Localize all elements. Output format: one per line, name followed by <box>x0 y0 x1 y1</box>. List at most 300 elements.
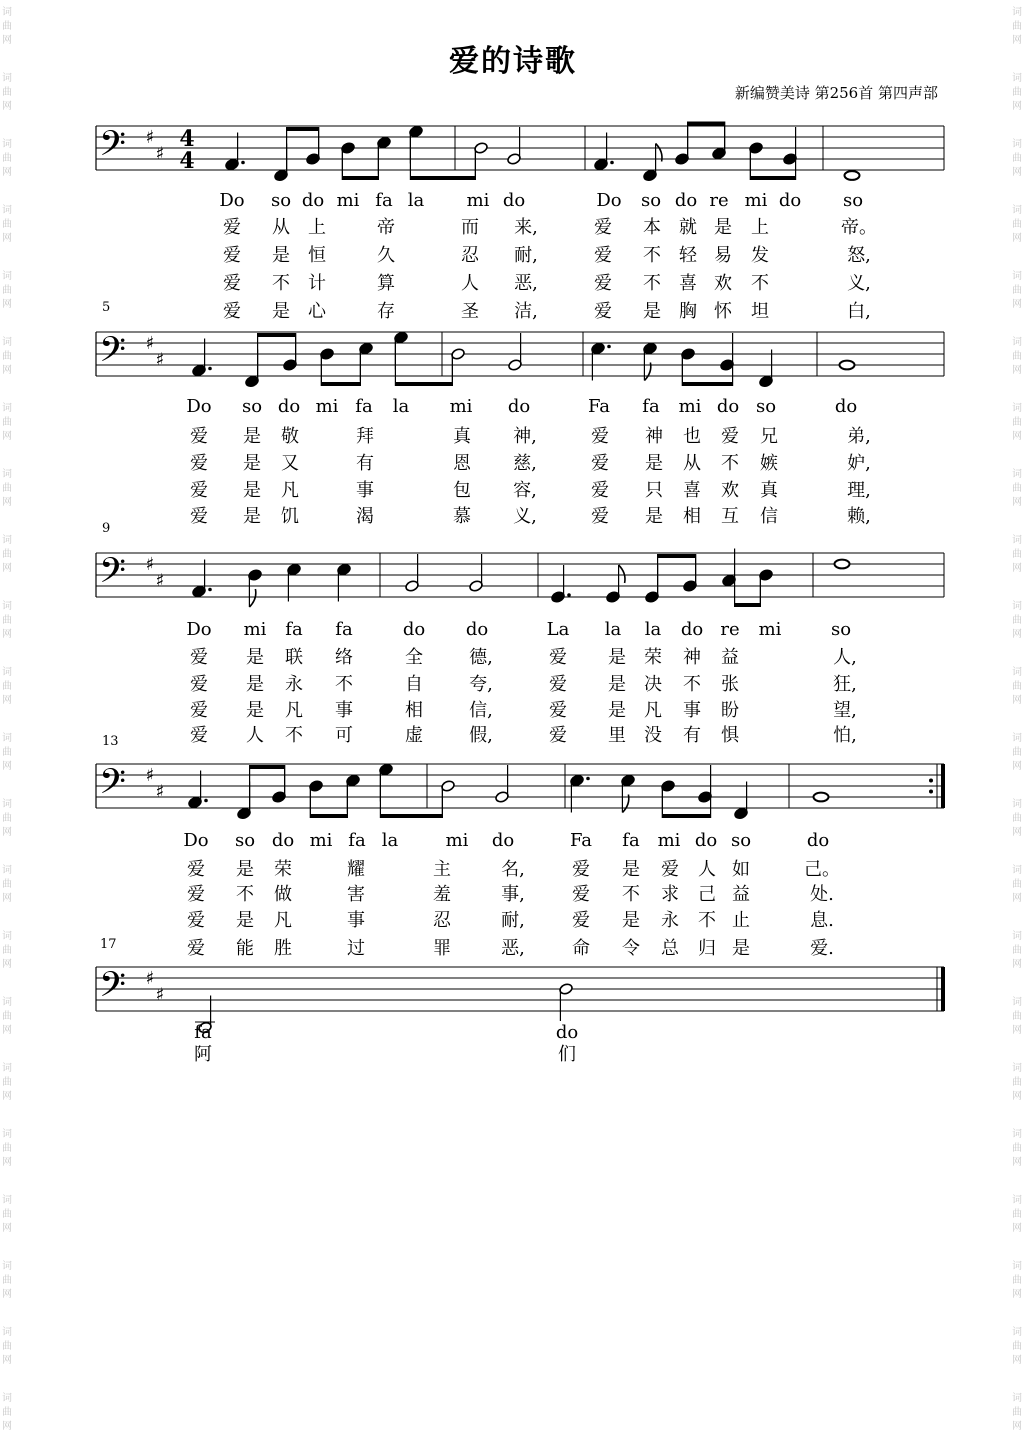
watermark-text: 词 曲 网 <box>1012 1327 1022 1366</box>
staff-system <box>96 329 944 388</box>
notehead <box>845 171 860 180</box>
lyric-character: 上 <box>308 217 326 238</box>
solfa-syllable: so <box>640 190 662 211</box>
lyric-character: 爱 <box>594 273 612 294</box>
lyric-character: 荣 <box>274 859 292 880</box>
lyric-character: 怀 <box>714 301 732 322</box>
lyric-character: 敬 <box>281 426 299 447</box>
lyric-character: 不 <box>285 725 303 746</box>
lyric-character: 慈, <box>513 453 537 474</box>
dot <box>241 161 245 165</box>
lyric-character: 恩 <box>453 453 471 474</box>
lyric-character: 人 <box>246 725 264 746</box>
lyric-character: 爱 <box>594 301 612 322</box>
solfa-syllable: Do <box>183 830 209 851</box>
lyric-character: 是 <box>622 859 640 880</box>
solfa-syllable: do <box>694 830 718 851</box>
solfa-syllable: mi <box>336 190 360 211</box>
lyric-character: 爱 <box>190 700 208 721</box>
lyric-character: 胸 <box>679 301 697 322</box>
beam <box>250 765 285 769</box>
note <box>469 554 484 592</box>
watermark-text: 词 曲 网 <box>1012 205 1022 244</box>
solfa-syllable: do <box>507 396 531 417</box>
solfa-syllable: do <box>674 190 698 211</box>
beam <box>380 814 442 818</box>
bass-clef-icon: 𝄢 <box>99 964 127 1013</box>
lyric-character: 拜 <box>356 426 374 447</box>
note <box>287 563 302 601</box>
lyric-character: 爱 <box>721 426 739 447</box>
solfa-syllable: Do <box>596 190 622 211</box>
lyric-character: 不 <box>236 884 254 905</box>
time-signature-bottom: 4 <box>179 148 195 174</box>
watermark-text: 词 曲 网 <box>2 865 12 904</box>
staff-system <box>96 549 944 608</box>
solfa-syllable: La <box>546 619 570 640</box>
lyric-character: 来, <box>514 217 538 238</box>
note <box>405 554 420 592</box>
solfa-syllable: mi <box>309 830 333 851</box>
lyric-character: 是 <box>272 245 290 266</box>
lyric-character: 归 <box>698 938 716 959</box>
beam <box>310 814 347 818</box>
watermark-text: 词 曲 网 <box>2 535 12 574</box>
lyric-character: 不 <box>683 674 701 695</box>
measure-number: 17 <box>100 937 117 952</box>
beam <box>258 333 296 337</box>
solfa-syllable: do <box>271 830 295 851</box>
note <box>225 133 245 171</box>
beam <box>662 814 710 818</box>
lyric-character: 也 <box>683 426 701 447</box>
solfa-syllable: do <box>680 619 704 640</box>
lyric-character: 欢 <box>721 480 739 501</box>
lyric-character: 凡 <box>281 480 299 501</box>
dot <box>610 161 614 165</box>
lyric-character: 事 <box>347 910 365 931</box>
solfa-syllable: so <box>270 190 292 211</box>
solfa-syllable: Do <box>186 396 212 417</box>
solfa-syllable: do <box>491 830 515 851</box>
lyric-character: 爱 <box>187 859 205 880</box>
solfa-syllable: Do <box>186 619 212 640</box>
lyric-character: 算 <box>377 273 395 294</box>
lyric-character: 圣 <box>461 301 479 322</box>
bass-clef-icon: 𝄢 <box>99 123 127 172</box>
lyric-character: 爱 <box>572 859 590 880</box>
watermark-text: 词 曲 网 <box>1012 667 1022 706</box>
lyric-character: 爱 <box>223 217 241 238</box>
solfa-syllable: la <box>644 619 662 640</box>
dot <box>607 345 611 349</box>
lyric-character: 有 <box>683 725 701 746</box>
lyric-character: 凡 <box>644 700 662 721</box>
lyric-character: 爱 <box>594 245 612 266</box>
watermark-text: 词 曲 网 <box>1012 865 1022 904</box>
lyric-character: 从 <box>272 217 290 238</box>
solfa-syllable: mi <box>678 396 702 417</box>
lyric-character: 爱 <box>190 426 208 447</box>
lyric-character: 令 <box>622 938 640 959</box>
bass-clef-icon: 𝄢 <box>99 329 127 378</box>
lyric-character: 德, <box>469 647 493 668</box>
lyric-character: 假, <box>469 725 493 746</box>
solfa-syllable: do <box>834 396 858 417</box>
watermark-text: 词 曲 网 <box>2 1261 12 1300</box>
lyric-character: 上 <box>751 217 769 238</box>
note <box>559 983 574 1021</box>
solfa-syllable: fa <box>375 190 393 211</box>
sharp-icon: ♯ <box>145 968 155 989</box>
lyric-character: 神, <box>513 426 537 447</box>
lyric-character: 是 <box>243 453 261 474</box>
lyric-character: 真 <box>760 480 778 501</box>
lyric-character: 是 <box>714 217 732 238</box>
note <box>192 560 212 598</box>
solfa-syllable: fa <box>285 619 303 640</box>
lyric-character: 容, <box>513 480 537 501</box>
lyric-character: 盼 <box>721 700 739 721</box>
lyric-character: 罪 <box>433 938 451 959</box>
lyric-character: 赖, <box>847 506 871 527</box>
lyric-character: 永 <box>661 910 679 931</box>
lyric-character: 渴 <box>356 506 374 527</box>
lyric-character: 里 <box>608 725 626 746</box>
lyric-character: 而 <box>461 217 479 238</box>
solfa-syllable: fa <box>642 396 660 417</box>
watermark-text: 词 曲 网 <box>2 337 12 376</box>
solfa-syllable: do <box>402 619 426 640</box>
lyric-character: 洁, <box>514 301 538 322</box>
solfa-syllable: do <box>555 1022 579 1043</box>
lyric-character: 络 <box>335 647 353 668</box>
lyric-character: 惧 <box>721 725 739 746</box>
watermark-text: 词 曲 网 <box>1012 931 1022 970</box>
lyric-character: 信 <box>760 506 778 527</box>
flag <box>619 565 625 583</box>
flag <box>249 589 255 607</box>
solfa-syllable: mi <box>758 619 782 640</box>
staff-system <box>96 761 945 820</box>
watermark-text: 词 曲 网 <box>1012 469 1022 508</box>
lyric-character: 从 <box>683 453 701 474</box>
note <box>192 339 212 377</box>
lyric-character: 不 <box>335 674 353 695</box>
lyric-character: 易 <box>714 245 732 266</box>
lyric-character: 己 <box>698 884 716 905</box>
solfa-syllable: la <box>407 190 425 211</box>
lyric-character: 久 <box>377 245 395 266</box>
lyric-character: 爱 <box>591 480 609 501</box>
solfa-syllable: do <box>716 396 740 417</box>
lyric-character: 慕 <box>453 506 471 527</box>
lyric-character: 恶, <box>501 938 525 959</box>
lyric-character: 总 <box>661 938 679 959</box>
lyric-character: 是 <box>236 910 254 931</box>
watermark-text: 词 曲 网 <box>1012 997 1022 1036</box>
lyric-character: 爱. <box>810 938 834 959</box>
watermark-text: 词 曲 网 <box>2 1327 12 1366</box>
lyric-character: 义, <box>847 273 871 294</box>
lyric-character: 是 <box>243 426 261 447</box>
note <box>495 765 510 803</box>
solfa-syllable: do <box>806 830 830 851</box>
beam <box>750 176 795 180</box>
repeat-dot <box>929 790 933 794</box>
lyric-character: 是 <box>645 506 663 527</box>
solfa-syllable: fa <box>335 619 353 640</box>
lyric-character: 决 <box>644 674 662 695</box>
lyric-character: 爱 <box>187 910 205 931</box>
solfa-syllable: do <box>277 396 301 417</box>
measure-number: 13 <box>102 734 119 749</box>
staff-system <box>96 964 945 1034</box>
watermark-text: 词 曲 网 <box>1012 1063 1022 1102</box>
solfa-syllable: do <box>502 190 526 211</box>
lyric-character: 爱 <box>661 859 679 880</box>
lyric-character: 耐, <box>501 910 525 931</box>
lyric-character: 不 <box>622 884 640 905</box>
watermark-text: 词 曲 网 <box>1012 403 1022 442</box>
solfa-syllable: do <box>465 619 489 640</box>
lyric-character: 是 <box>246 647 264 668</box>
lyric-character: 事 <box>335 700 353 721</box>
solfa-syllable: fa <box>622 830 640 851</box>
watermark-text: 词 曲 网 <box>1012 1261 1022 1300</box>
lyric-character: 坦 <box>751 301 769 322</box>
lyric-character: 阿 <box>194 1044 212 1065</box>
lyric-character: 是 <box>643 301 661 322</box>
sharp-icon: ♯ <box>145 765 155 786</box>
watermark-text: 词 曲 网 <box>2 1063 12 1102</box>
lyric-character: 恒 <box>308 245 326 266</box>
watermark-text: 词 曲 网 <box>2 1195 12 1234</box>
solfa-syllable: mi <box>243 619 267 640</box>
lyric-character: 处. <box>810 884 834 905</box>
notehead <box>835 560 850 569</box>
note <box>734 782 749 820</box>
lyric-character: 胜 <box>274 938 292 959</box>
lyric-character: 是 <box>608 647 626 668</box>
watermark-text: 词 曲 网 <box>2 799 12 838</box>
sharp-icon: ♯ <box>155 781 165 803</box>
notehead <box>814 793 829 802</box>
solfa-syllable: Fa <box>588 396 610 417</box>
lyric-character: 不 <box>751 273 769 294</box>
lyric-character: 不 <box>643 245 661 266</box>
lyric-character: 义, <box>513 506 537 527</box>
sharp-icon: ♯ <box>145 127 155 148</box>
lyric-character: 爱 <box>190 725 208 746</box>
solfa-syllable: mi <box>657 830 681 851</box>
solfa-syllable: mi <box>466 190 490 211</box>
lyric-character: 荣 <box>644 647 662 668</box>
beam <box>682 382 732 386</box>
lyric-character: 白, <box>847 301 871 322</box>
lyric-character: 是 <box>243 480 261 501</box>
lyric-character: 求 <box>661 884 679 905</box>
lyric-character: 爱 <box>190 480 208 501</box>
page-title: 爱的诗歌 <box>449 44 577 79</box>
beam <box>688 122 725 126</box>
lyric-character: 爱 <box>223 301 241 322</box>
solfa-syllable: fa <box>348 830 366 851</box>
lyric-character: 帝 <box>377 217 395 238</box>
measure-number: 5 <box>102 300 111 315</box>
beam <box>735 603 761 607</box>
beam <box>321 382 360 386</box>
lyric-character: 联 <box>285 647 303 668</box>
notehead <box>840 361 855 370</box>
bass-clef-icon: 𝄢 <box>99 761 127 810</box>
solfa-syllable: Fa <box>570 830 592 851</box>
lyric-character: 忍 <box>433 910 451 931</box>
watermark-text: 词 曲 网 <box>2 7 12 46</box>
solfa-syllable: mi <box>744 190 768 211</box>
hymn-source: 新编赞美诗 第256首 第四声部 <box>734 84 938 102</box>
solfa-syllable: do <box>301 190 325 211</box>
lyric-character: 爱 <box>549 725 567 746</box>
lyric-character: 是 <box>236 859 254 880</box>
watermark-text: 词 曲 网 <box>1012 799 1022 838</box>
note <box>508 333 523 371</box>
solfa-syllable: so <box>241 396 263 417</box>
lyric-character: 可 <box>335 725 353 746</box>
lyric-character: 不 <box>721 453 739 474</box>
note <box>835 560 850 569</box>
lyric-character: 忍 <box>461 245 479 266</box>
lyric-character: 人 <box>698 859 716 880</box>
dot <box>586 777 590 781</box>
note <box>814 793 829 802</box>
note <box>551 565 571 603</box>
lyric-character: 爱 <box>591 426 609 447</box>
watermark-text: 词 曲 网 <box>1012 139 1022 178</box>
watermark-text: 词 曲 网 <box>2 1393 12 1432</box>
note <box>591 342 611 380</box>
sharp-icon: ♯ <box>155 570 165 592</box>
lyric-character: 主 <box>433 859 451 880</box>
lyric-character: 帝。 <box>841 217 877 238</box>
lyric-character: 怕, <box>833 725 857 746</box>
lyric-character: 妒, <box>847 453 871 474</box>
lyric-character: 爱 <box>549 647 567 668</box>
lyric-character: 喜 <box>679 273 697 294</box>
lyric-character: 自 <box>405 674 423 695</box>
watermark-text: 词 曲 网 <box>2 931 12 970</box>
note <box>594 133 614 171</box>
note <box>840 361 855 370</box>
lyric-character: 事 <box>683 700 701 721</box>
lyric-character: 止 <box>732 910 750 931</box>
note <box>570 774 590 812</box>
solfa-syllable: re <box>709 190 729 211</box>
lyric-character: 弟, <box>847 426 871 447</box>
beam <box>395 382 452 386</box>
lyric-character: 爱 <box>187 884 205 905</box>
lyric-character: 凡 <box>274 910 292 931</box>
lyric-character: 本 <box>643 217 661 238</box>
lyric-character: 己。 <box>804 859 840 880</box>
note <box>621 774 636 812</box>
lyric-character: 只 <box>645 480 663 501</box>
lyric-character: 就 <box>679 217 697 238</box>
solfa-syllable: la <box>604 619 622 640</box>
lyric-character: 做 <box>274 884 292 905</box>
solfa-syllable: fa <box>355 396 373 417</box>
lyric-character: 又 <box>281 453 299 474</box>
note <box>759 350 774 388</box>
lyric-character: 爱 <box>223 273 241 294</box>
lyric-character: 凡 <box>285 700 303 721</box>
lyric-character: 轻 <box>679 245 697 266</box>
lyric-character: 如 <box>732 859 750 880</box>
lyric-character: 信, <box>469 700 493 721</box>
repeat-dot <box>929 779 933 783</box>
lyric-character: 夸, <box>469 674 493 695</box>
lyric-character: 事, <box>501 884 525 905</box>
lyric-character: 真 <box>453 426 471 447</box>
note <box>606 565 621 603</box>
lyric-character: 爱 <box>591 506 609 527</box>
watermark-text: 词 曲 网 <box>1012 1393 1022 1432</box>
lyric-character: 理, <box>847 480 871 501</box>
watermark-text: 词 曲 网 <box>2 205 12 244</box>
watermark-text: 词 曲 网 <box>1012 535 1022 574</box>
lyric-character: 虚 <box>405 725 423 746</box>
lyric-character: 存 <box>377 301 395 322</box>
lyric-character: 是 <box>732 938 750 959</box>
lyric-character: 益 <box>721 647 739 668</box>
lyric-character: 爱 <box>190 453 208 474</box>
solfa-syllable: mi <box>315 396 339 417</box>
lyric-character: 喜 <box>683 480 701 501</box>
lyric-character: 没 <box>644 725 662 746</box>
note <box>248 569 263 607</box>
lyric-character: 害 <box>347 884 365 905</box>
lyric-character: 爱 <box>549 700 567 721</box>
lyric-character: 能 <box>236 938 254 959</box>
lyric-character: 饥 <box>281 506 299 527</box>
lyric-character: 是 <box>608 700 626 721</box>
beam <box>287 127 319 131</box>
sharp-icon: ♯ <box>145 333 155 354</box>
note <box>643 342 658 380</box>
lyric-character: 耐, <box>514 245 538 266</box>
solfa-syllable: so <box>755 396 777 417</box>
lyric-character: 嫉 <box>760 453 778 474</box>
beam <box>658 554 696 558</box>
solfa-syllable: so <box>234 830 256 851</box>
lyric-character: 爱 <box>591 453 609 474</box>
watermark-text: 词 曲 网 <box>2 469 12 508</box>
lyric-character: 们 <box>558 1044 576 1065</box>
watermark-text: 词 曲 网 <box>2 271 12 310</box>
sharp-icon: ♯ <box>155 143 165 165</box>
lyric-character: 是 <box>243 506 261 527</box>
lyric-character: 命 <box>572 938 590 959</box>
watermark-text: 词 曲 网 <box>2 403 12 442</box>
lyric-character: 耀 <box>347 859 365 880</box>
note <box>845 171 860 180</box>
lyric-character: 爱 <box>190 506 208 527</box>
watermark-text: 词 曲 网 <box>2 601 12 640</box>
lyric-character: 欢 <box>714 273 732 294</box>
measure-number: 9 <box>102 521 111 536</box>
solfa-syllable: so <box>730 830 752 851</box>
watermark-text: 词 曲 网 <box>1012 73 1022 112</box>
